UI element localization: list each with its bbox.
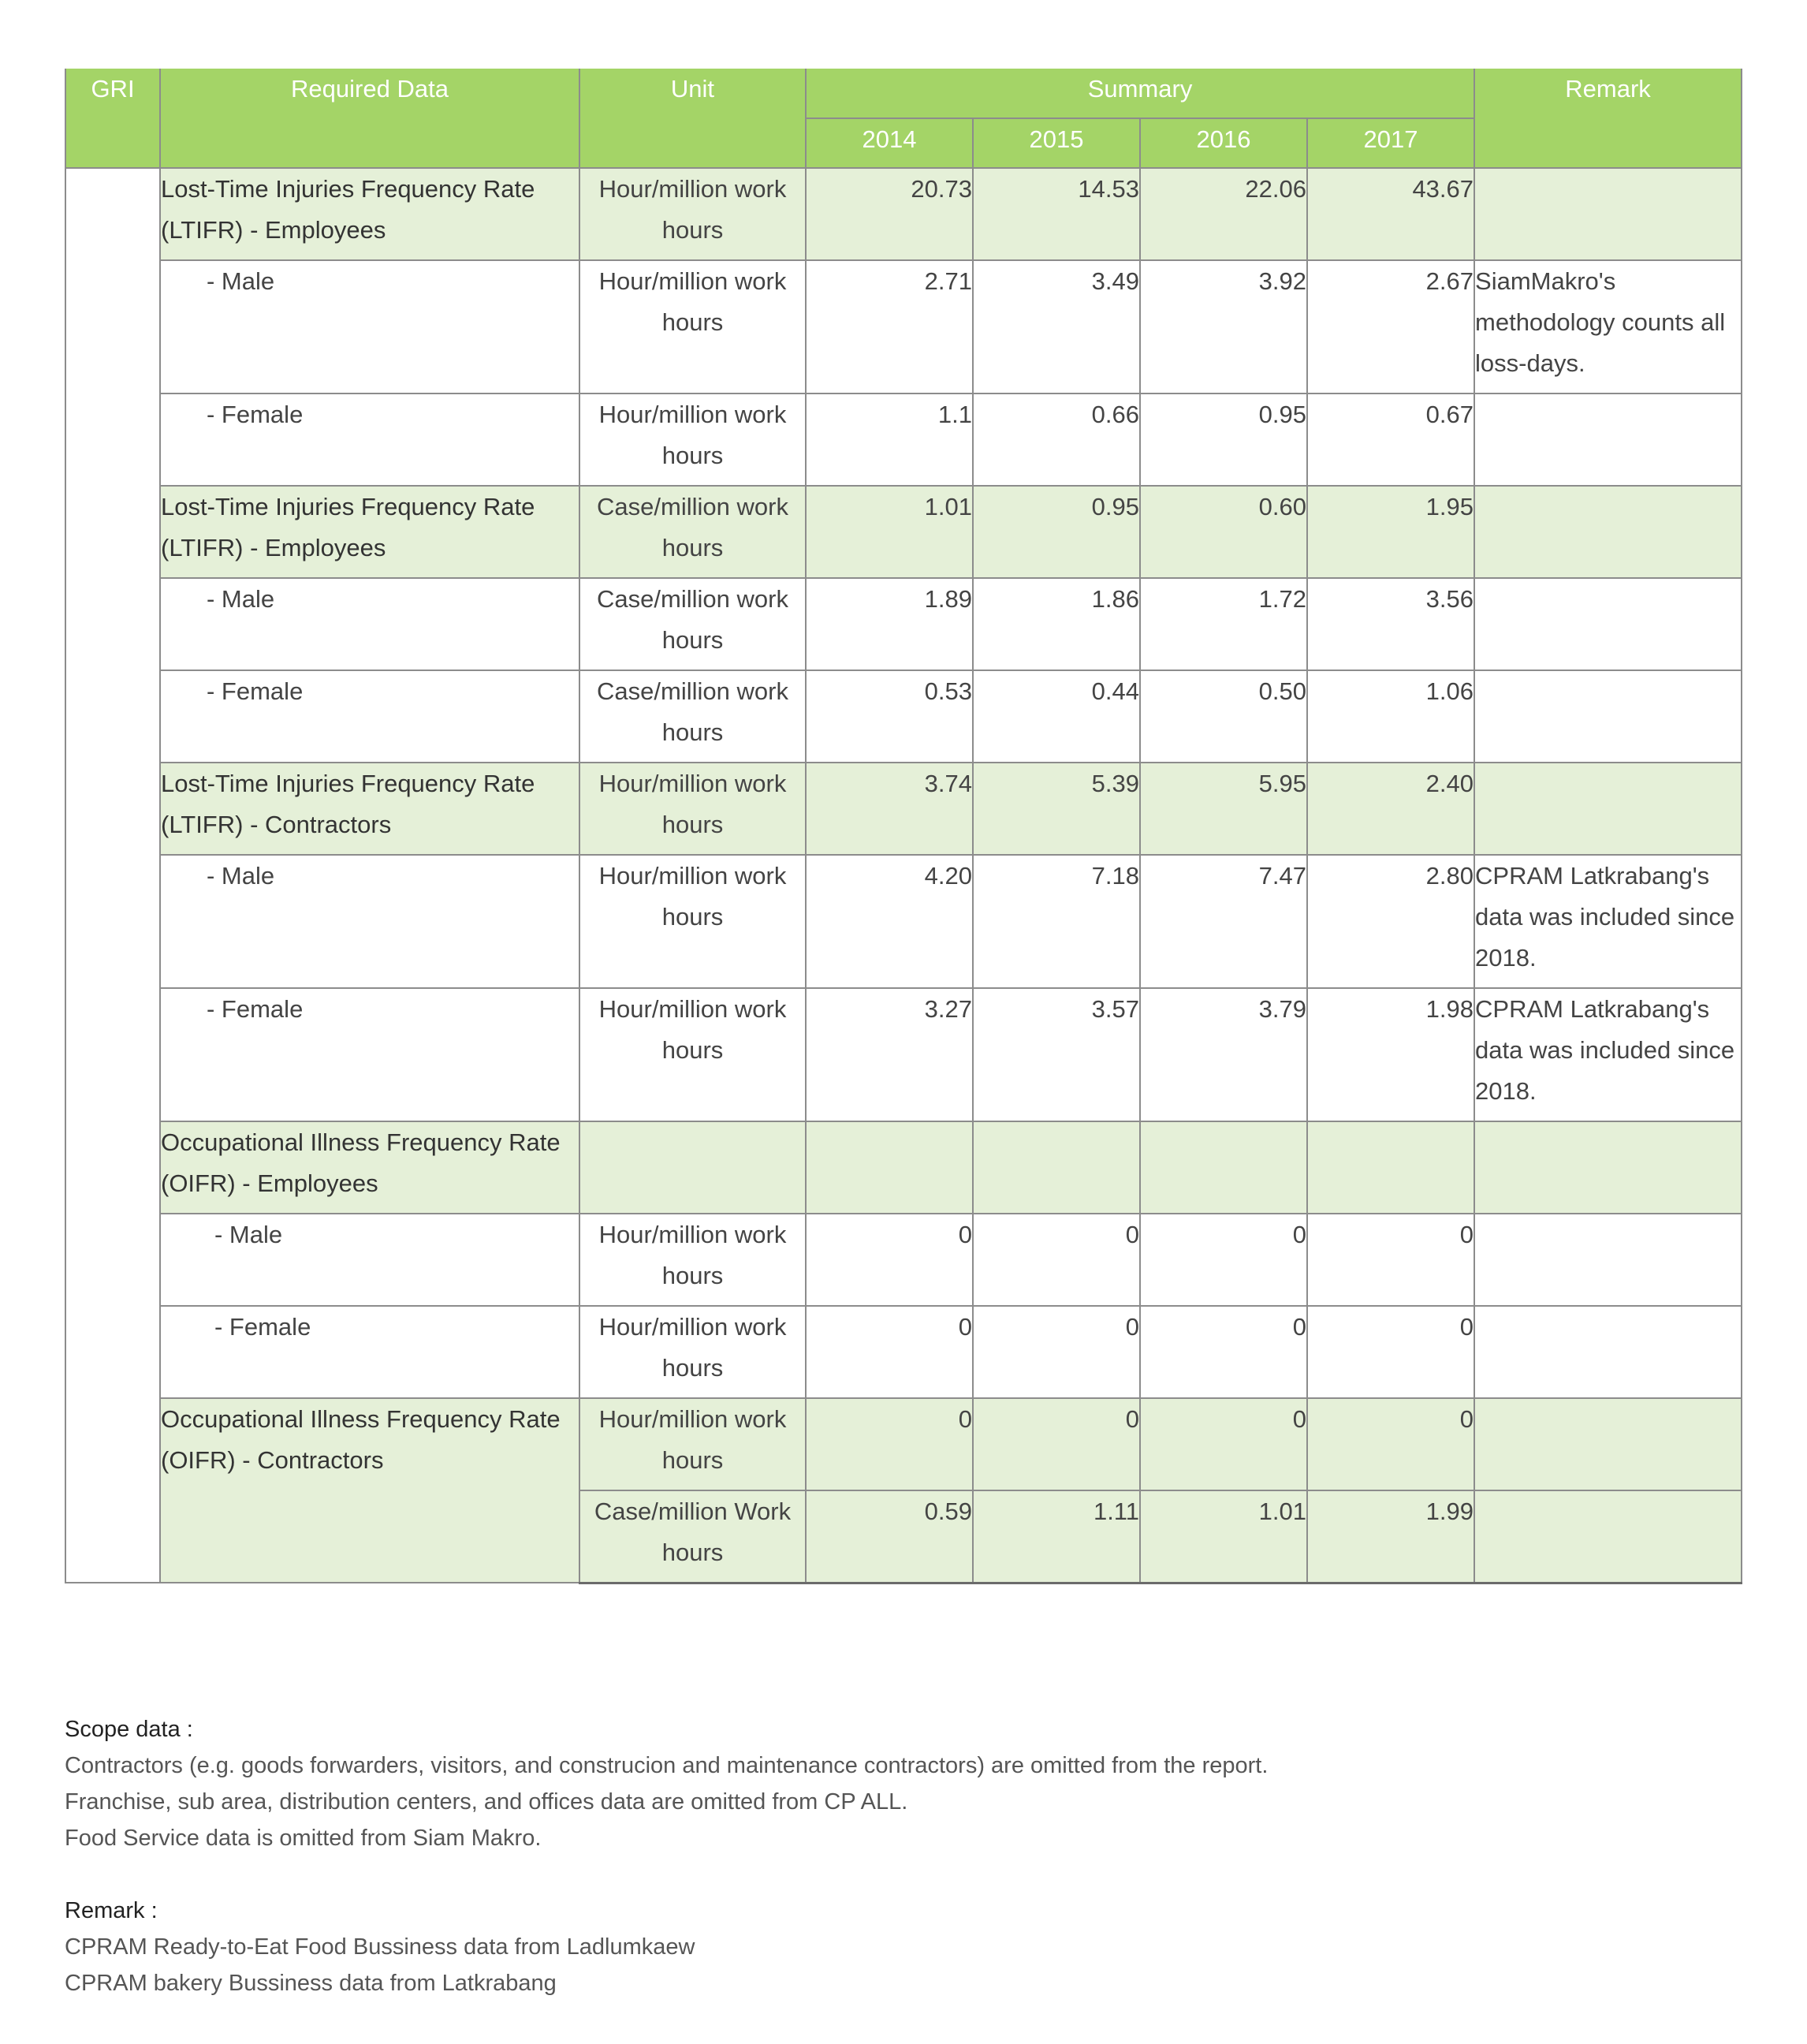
remark-line: CPRAM bakery Bussiness data from Latkrabang [65,1971,557,1996]
remark-cell [1474,486,1742,578]
value-2017: 1.98 [1307,988,1474,1121]
remark-cell [1474,168,1742,260]
value-2015 [973,1121,1140,1214]
required-data-cell: - Female [160,394,579,486]
table-row [65,1398,1742,1490]
value-2016: 0 [1140,1214,1307,1306]
value-2016: 0.60 [1140,486,1307,578]
required-data-cell: Lost-Time Injuries Frequency Rate (LTIFR) - Employees [160,486,579,578]
remark-cell: CPRAM Latkrabang's data was included since 2018. [1474,855,1742,988]
header-year-2014: 2014 [806,118,973,168]
unit-cell: Case/million work hours [579,578,806,670]
table-row [65,260,1742,394]
value-2017: 2.40 [1307,763,1474,855]
table-row [65,670,1742,763]
value-2017: 2.80 [1307,855,1474,988]
unit-cell: Case/million Work hours [579,1490,806,1583]
remark-cell: SiamMakro's methodology counts all loss-days. [1474,260,1742,394]
value-2014: 0.59 [806,1490,973,1583]
value-2014: 3.74 [806,763,973,855]
scope-line: Contractors (e.g. goods forwarders, visitors, and construcion and maintenance contractors) are omitted from the report. [65,1753,1269,1778]
required-data-cell: - Male [160,1214,579,1306]
required-data-cell: Occupational Illness Frequency Rate (OIFR) - Contractors [160,1398,579,1583]
table-row [65,394,1742,486]
value-2014: 0.53 [806,670,973,763]
value-2017: 0.67 [1307,394,1474,486]
header-required-data: Required Data [160,69,579,168]
value-2014: 1.1 [806,394,973,486]
value-2017: 1.99 [1307,1490,1474,1583]
value-2016: 1.72 [1140,578,1307,670]
value-2014: 2.71 [806,260,973,394]
value-2015: 5.39 [973,763,1140,855]
value-2016: 0 [1140,1306,1307,1398]
remark-cell [1474,394,1742,486]
value-2015: 0.44 [973,670,1140,763]
gri-cell [65,168,160,1583]
header-year-2015: 2015 [973,118,1140,168]
value-2015: 0.66 [973,394,1140,486]
unit-cell: Hour/million work hours [579,1306,806,1398]
value-2014: 20.73 [806,168,973,260]
remark-cell [1474,1306,1742,1398]
value-2016: 0.50 [1140,670,1307,763]
remark-cell [1474,763,1742,855]
value-2016: 7.47 [1140,855,1307,988]
value-2015: 14.53 [973,168,1140,260]
value-2015: 0 [973,1306,1140,1398]
remark-cell [1474,1490,1742,1583]
unit-cell: Hour/million work hours [579,988,806,1121]
header-year-2016: 2016 [1140,118,1307,168]
remark-cell: CPRAM Latkrabang's data was included since 2018. [1474,988,1742,1121]
value-2015: 1.86 [973,578,1140,670]
table-row [65,988,1742,1121]
value-2015: 7.18 [973,855,1140,988]
remark-line: CPRAM Ready-to-Eat Food Bussiness data from Ladlumkaew [65,1934,695,1960]
table-row [65,1214,1742,1306]
required-data-cell: - Male [160,855,579,988]
value-2017: 2.67 [1307,260,1474,394]
value-2017: 0 [1307,1306,1474,1398]
remark-cell [1474,1214,1742,1306]
scope-line: Franchise, sub area, distribution centers, and offices data are omitted from CP ALL. [65,1789,908,1815]
header-year-2017: 2017 [1307,118,1474,168]
required-data-cell: Lost-Time Injuries Frequency Rate (LTIFR) - Contractors [160,763,579,855]
required-data-cell: Occupational Illness Frequency Rate (OIFR) - Employees [160,1121,579,1214]
table-row [65,855,1742,988]
required-data-cell: - Female [160,988,579,1121]
required-data-cell: Lost-Time Injuries Frequency Rate (LTIFR) - Employees [160,168,579,260]
scope-heading: Scope data : [65,1717,193,1742]
unit-cell: Case/million work hours [579,486,806,578]
unit-cell: Hour/million work hours [579,1398,806,1490]
remark-cell [1474,578,1742,670]
unit-cell [579,1121,806,1214]
scope-line: Food Service data is omitted from Siam Makro. [65,1826,542,1851]
safety-data-table [65,69,1742,1584]
required-data-cell: - Male [160,578,579,670]
unit-cell: Case/million work hours [579,670,806,763]
remark-cell [1474,1398,1742,1490]
remark-heading: Remark : [65,1898,158,1923]
header-gri: GRI [65,69,160,168]
value-2014: 0 [806,1398,973,1490]
value-2014: 0 [806,1214,973,1306]
table-row [65,1306,1742,1398]
value-2016: 3.92 [1140,260,1307,394]
unit-cell: Hour/million work hours [579,763,806,855]
header-remark: Remark [1474,69,1742,168]
value-2017: 0 [1307,1214,1474,1306]
footnotes [65,1711,1268,2001]
table-row [65,763,1742,855]
value-2017: 1.06 [1307,670,1474,763]
value-2014: 3.27 [806,988,973,1121]
table-row [65,168,1742,260]
value-2016: 3.79 [1140,988,1307,1121]
header-unit: Unit [579,69,806,168]
unit-cell: Hour/million work hours [579,855,806,988]
unit-cell: Hour/million work hours [579,1214,806,1306]
unit-cell: Hour/million work hours [579,260,806,394]
value-2017: 0 [1307,1398,1474,1490]
value-2017: 43.67 [1307,168,1474,260]
table-row [65,578,1742,670]
value-2015: 1.11 [973,1490,1140,1583]
value-2015: 3.57 [973,988,1140,1121]
value-2016: 0.95 [1140,394,1307,486]
value-2014 [806,1121,973,1214]
value-2015: 0 [973,1214,1140,1306]
value-2017: 3.56 [1307,578,1474,670]
value-2014: 1.89 [806,578,973,670]
remark-cell [1474,1121,1742,1214]
value-2014: 1.01 [806,486,973,578]
value-2016: 1.01 [1140,1490,1307,1583]
required-data-cell: - Female [160,1306,579,1398]
unit-cell: Hour/million work hours [579,168,806,260]
value-2017 [1307,1121,1474,1214]
value-2016 [1140,1121,1307,1214]
table-row [65,1121,1742,1214]
value-2015: 0.95 [973,486,1140,578]
value-2016: 22.06 [1140,168,1307,260]
table-row [65,486,1742,578]
required-data-cell: - Female [160,670,579,763]
header-summary: Summary [806,69,1474,118]
value-2015: 0 [973,1398,1140,1490]
value-2014: 0 [806,1306,973,1398]
value-2017: 1.95 [1307,486,1474,578]
remark-cell [1474,670,1742,763]
value-2014: 4.20 [806,855,973,988]
required-data-cell: - Male [160,260,579,394]
value-2016: 0 [1140,1398,1307,1490]
unit-cell: Hour/million work hours [579,394,806,486]
value-2015: 3.49 [973,260,1140,394]
value-2016: 5.95 [1140,763,1307,855]
